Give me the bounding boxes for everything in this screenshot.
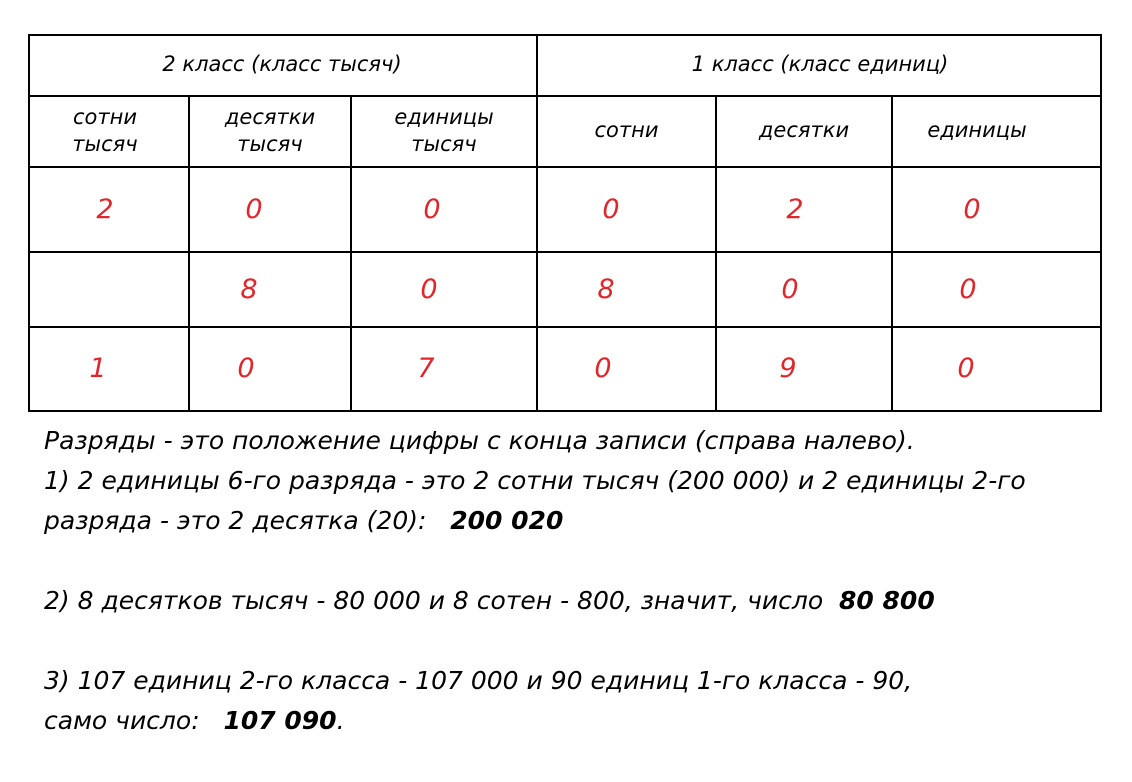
table-cell: 0 — [959, 273, 977, 305]
table-cell: 0 — [781, 273, 799, 305]
explanation-item2 — [44, 581, 935, 621]
rank-header-line: сотни — [72, 104, 137, 129]
class-header-thousands: 2 класс (класс тысяч) — [162, 52, 402, 77]
rank-header-tens: десятки — [758, 118, 850, 143]
class-header-units: 1 класс (класс единиц) — [691, 52, 949, 77]
table-cell: 1 — [89, 353, 107, 385]
table-cell: 2 — [96, 193, 114, 225]
explanation-item1-text: разряда - это 2 десятка (20): — [44, 506, 427, 535]
explanation-item3-text: само число: — [44, 706, 200, 735]
answer-107090: 107 090 — [223, 706, 337, 735]
table-cell: 0 — [963, 193, 981, 225]
table-cell: 0 — [237, 353, 255, 385]
explanation-item1-line2 — [44, 501, 563, 541]
explanation-item2-text: 2) 8 десятков тысяч - 80 000 и 8 сотен - 800, значит, число — [44, 586, 824, 615]
table-cell: 0 — [245, 193, 263, 225]
table-cell: 0 — [420, 273, 438, 305]
explanation-item3-line2 — [44, 701, 345, 741]
table-cell: 0 — [594, 353, 612, 385]
answer-200020: 200 020 — [450, 506, 564, 535]
rank-header-unit-thousands — [352, 96, 536, 166]
rank-header-ten-thousands — [190, 96, 350, 166]
rank-header-line: тысяч — [411, 132, 477, 156]
rank-header-line: единицы — [394, 104, 494, 129]
table-cell: 0 — [957, 353, 975, 385]
table-cell: 7 — [417, 353, 435, 385]
table-cell: 8 — [240, 273, 258, 305]
place-value-table — [28, 34, 1102, 412]
rank-header-line: тысяч — [72, 132, 138, 156]
rank-header-hundred-thousands — [30, 96, 180, 166]
rank-header-line: тысяч — [237, 132, 303, 156]
table-cell: 0 — [423, 193, 441, 225]
table-cell: 2 — [786, 193, 804, 225]
table-cell: 0 — [602, 193, 620, 225]
rank-header-hundreds: сотни — [594, 118, 659, 143]
rank-header-units: единицы — [927, 118, 1027, 143]
table-cell — [30, 253, 180, 326]
explanation-intro: Разряды - это положение цифры с конца записи (справа налево). — [44, 426, 915, 455]
table-cell: 8 — [597, 273, 615, 305]
answer-80800: 80 800 — [839, 586, 935, 615]
table-cell: 9 — [779, 353, 797, 385]
explanation-item1-line1: 1) 2 единицы 6-го разряда - это 2 сотни тысяч (200 000) и 2 единицы 2-го — [44, 466, 1026, 495]
rank-header-line: десятки — [224, 104, 316, 129]
explanation-item3-line1: 3) 107 единиц 2-го класса - 107 000 и 90 единиц 1-го класса - 90, — [44, 666, 913, 695]
explanation-item3-period: . — [336, 706, 345, 735]
